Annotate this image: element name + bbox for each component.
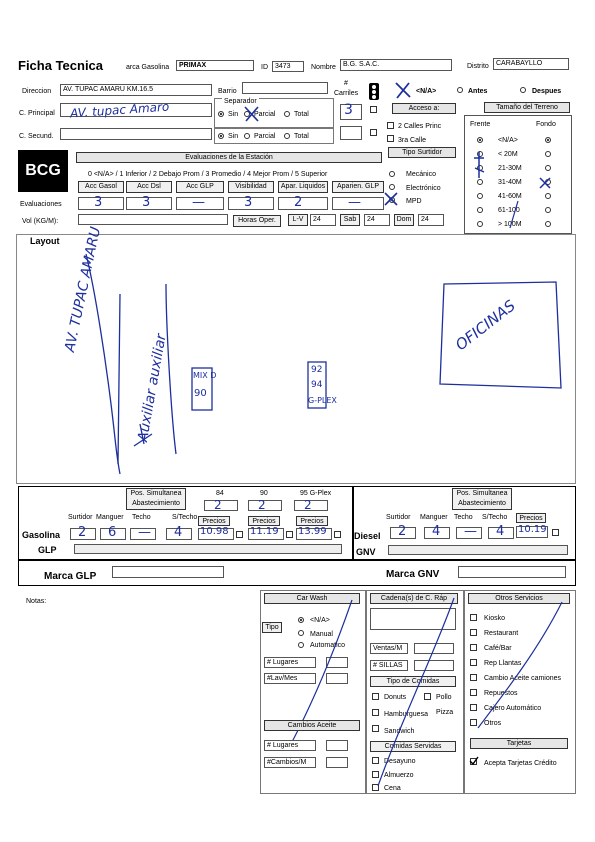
- marca-glp-field[interactable]: [112, 566, 224, 578]
- terreno-option-label: 31-40M: [498, 179, 522, 186]
- cambios-cambios-field[interactable]: [326, 757, 348, 768]
- acceso-2calles-label: 2 Calles Princ: [398, 123, 442, 130]
- gas-precio-check[interactable]: [334, 531, 341, 538]
- evaluaciones-header: Evaluaciones de la Estación: [76, 152, 382, 163]
- gnv-label: GNV: [356, 547, 376, 557]
- marca-gnv-field[interactable]: [458, 566, 566, 578]
- eval-header: Visibilidad: [228, 181, 274, 193]
- eval-header: Acc Dsl: [126, 181, 172, 193]
- pizza-label: Pizza: [436, 709, 454, 716]
- frente-radio[interactable]: [477, 193, 483, 199]
- vol-label: Vol (KG/M):: [22, 218, 59, 225]
- carriles-check-1[interactable]: [370, 106, 377, 113]
- sillas-label: # SILLAS: [370, 660, 408, 671]
- diesel-col-header: S/Techo: [482, 514, 508, 521]
- cambios-lugares-field[interactable]: [326, 740, 348, 751]
- surtidor-electronico-label: Electrónico: [406, 185, 441, 192]
- id-field[interactable]: 3473: [272, 61, 304, 72]
- gas-handwritten-value: 6: [108, 525, 117, 540]
- frente-radio[interactable]: [477, 207, 483, 213]
- grade-90-label: 90: [260, 490, 268, 497]
- diesel-handwritten-value: —: [464, 524, 477, 539]
- marca-label: arca Gasolina: [126, 64, 170, 71]
- layout-oficinas-label: OFICINAS: [452, 296, 519, 355]
- gas-col-header: Techo: [132, 514, 151, 521]
- sep2-total-label: Total: [294, 133, 309, 140]
- fondo-radio[interactable]: [545, 137, 551, 143]
- diesel-label: Diesel: [354, 531, 381, 541]
- diesel-col-header: Manguer: [420, 514, 448, 521]
- pump-92-label: 92: [311, 365, 323, 375]
- barrio-field[interactable]: [242, 82, 328, 94]
- tarjetas-header: Tarjetas: [470, 738, 568, 749]
- ventas-label: Ventas/M: [370, 643, 408, 654]
- eval-handwritten-value: —: [192, 195, 205, 210]
- cambios-cambios-label: #Cambios/M: [264, 757, 316, 768]
- glp-row-field[interactable]: [74, 544, 342, 554]
- carwash-na-label: <N/A>: [310, 617, 330, 624]
- carriles-handwriting: 3: [344, 102, 353, 118]
- otros-item-label: Repuestos: [484, 690, 518, 697]
- carwash-manual-label: Manual: [310, 631, 333, 638]
- otros-item-label: Restaurant: [484, 630, 519, 637]
- terreno-option-label: <N/A>: [498, 137, 518, 144]
- cambios-header: Cambios Aceite: [264, 720, 360, 731]
- eval-header: Apar. Liquidos: [278, 181, 328, 193]
- timing-antes-label: Antes: [468, 88, 488, 95]
- carwash-tipo-label: Tipo: [262, 622, 282, 633]
- otros-item-label: Cambio Aceite camiones: [484, 675, 562, 682]
- evaluaciones-row-label: Evaluaciones: [20, 201, 62, 208]
- gas-precio-check[interactable]: [286, 531, 293, 538]
- eval-handwritten-value: 3: [94, 195, 103, 210]
- acceso-2calles-check[interactable]: [387, 122, 394, 129]
- layout-sketch: [16, 234, 574, 482]
- fondo-handmark-x: [538, 176, 552, 190]
- sep1-sin-radio[interactable]: [218, 111, 224, 117]
- comidas-header: Tipo de Comidas: [370, 676, 456, 687]
- gasolina-label: Gasolina: [22, 530, 61, 540]
- tarjetas-label: Acepta Tarjetas Crédito: [484, 760, 557, 767]
- diesel-col-header: Surtidor: [386, 514, 411, 521]
- fondo-radio[interactable]: [545, 207, 551, 213]
- grade-handwritten-value: 2: [258, 498, 266, 512]
- surtidor-mecanico-label: Mecánico: [406, 171, 436, 178]
- cena-label: Cena: [384, 785, 401, 792]
- gas-precios-header: Precios: [296, 516, 328, 526]
- secund-label: C. Secund.: [19, 133, 54, 140]
- diesel-handwritten-value: 4: [432, 524, 441, 539]
- grade-84-label: 84: [216, 490, 224, 497]
- grade-95-label: 95 G-Plex: [300, 490, 332, 497]
- marca-glp-label: Marca GLP: [44, 571, 97, 582]
- otros-item-label: Otros: [484, 720, 502, 727]
- fondo-radio[interactable]: [545, 151, 551, 157]
- glp-label: GLP: [38, 545, 57, 555]
- gas-precios-header: Precios: [198, 516, 230, 526]
- diesel-precio-check[interactable]: [552, 529, 559, 536]
- layout-auxiliar-label: Auxiliar auxiliar: [135, 332, 170, 443]
- carriles-label: Carriles: [334, 90, 359, 97]
- distrito-field[interactable]: CARABAYLLO: [493, 58, 569, 70]
- surtidor-header: Tipo Surtidor: [388, 147, 456, 158]
- frente-radio[interactable]: [477, 221, 483, 227]
- gas-col-header: Surtidor: [68, 514, 93, 521]
- gas-handwritten-value: —: [138, 525, 151, 540]
- fondo-radio[interactable]: [545, 221, 551, 227]
- carwash-header: Car Wash: [264, 593, 360, 604]
- direccion-label: Direccion: [22, 88, 52, 95]
- acceso-header: Acceso a:: [392, 103, 456, 114]
- lv-label: L-V: [288, 214, 308, 226]
- horas-oper-button[interactable]: Horas Oper.: [233, 215, 281, 227]
- sep2-sin-label: Sin: [228, 133, 239, 140]
- otros-item-label: Café/Bar: [484, 645, 512, 652]
- diesel-precio-value: 10.19: [518, 524, 547, 535]
- marca-gnv-label: Marca GNV: [386, 569, 440, 580]
- sep2-parcial-radio[interactable]: [244, 133, 250, 139]
- frente-radio[interactable]: [477, 137, 483, 143]
- pump-90-label: 90: [194, 388, 207, 399]
- eval-field[interactable]: [278, 197, 328, 210]
- layout-title: Layout: [30, 236, 60, 246]
- diesel-precios-header: Precios: [516, 513, 546, 523]
- tarjetas-checkmark-icon: [468, 755, 480, 767]
- principal-label: C. Principal: [19, 110, 55, 117]
- timing-despues-label: Despues: [532, 88, 562, 95]
- cadena-handmark-line: [374, 594, 458, 790]
- timing-na-label: <N/A>: [416, 88, 437, 95]
- distrito-label: Distrito: [467, 63, 489, 70]
- gas-precio-check[interactable]: [236, 531, 243, 538]
- cambios-lugares-label: # Lugares: [264, 740, 316, 751]
- pump-gplex-label: G-PLEX: [308, 396, 337, 405]
- timing-despues-radio[interactable]: [520, 87, 526, 93]
- sab-field[interactable]: 24: [364, 214, 390, 226]
- grade-handwritten-value: 2: [304, 498, 312, 512]
- pump-mix-label: MIX D: [193, 371, 217, 380]
- carwash-lavmes-label: #Lav/Mes: [264, 673, 316, 684]
- gas-precio-value: 10.98: [200, 526, 229, 537]
- eval-handwritten-value: —: [348, 195, 361, 210]
- sab-label: Sab: [340, 214, 360, 226]
- fondo-radio[interactable]: [545, 193, 551, 199]
- timing-antes-radio[interactable]: [457, 87, 463, 93]
- sep1-total-label: Total: [294, 111, 309, 118]
- gas-precio-value: 13.99: [298, 526, 327, 537]
- carriles-field-2[interactable]: [340, 126, 362, 140]
- sep2-total-radio[interactable]: [284, 133, 290, 139]
- desayuno-label: Desayuno: [384, 758, 416, 765]
- terreno-header: Tamaño del Terreno: [484, 102, 570, 113]
- bcg-logo: BCG: [18, 150, 68, 192]
- diesel-pos-simultanea: Pos. Simultanea Abastecimiento: [452, 488, 512, 510]
- mpd-handmark-x: [382, 190, 400, 208]
- fondo-radio[interactable]: [545, 165, 551, 171]
- terreno-option-label: 61-100: [498, 207, 520, 214]
- eval-handwritten-value: 3: [142, 195, 151, 210]
- terreno-option-label: < 20M: [498, 151, 518, 158]
- eval-header: Acc Gasol: [78, 181, 124, 193]
- marca-field[interactable]: PRIMAX: [176, 60, 254, 71]
- gas-pos-simultanea: Pos. Simultanea Abastecimiento: [126, 488, 186, 510]
- barrio-label: Barrio: [218, 88, 237, 95]
- cadena-header: Cadena(s) de C. Ráp: [370, 593, 458, 604]
- eval-header: Acc GLP: [176, 181, 224, 193]
- carwash-lugares-label: # Lugares: [264, 657, 316, 668]
- sandwich-label: Sandwich: [384, 728, 415, 735]
- eval-handwritten-value: 3: [244, 195, 253, 210]
- gas-handwritten-value: 4: [174, 525, 183, 540]
- diesel-handwritten-value: 4: [496, 524, 505, 539]
- evaluaciones-scale: 0 <N/A> / 1 Inferior / 2 Debajo Prom / 3 Promedio / 4 Mejor Prom / 5 Superior: [88, 171, 328, 178]
- sep2-parcial-label: Parcial: [254, 133, 276, 140]
- grade-handwritten-value: 2: [214, 498, 222, 512]
- sep1-sin-label: Sin: [228, 111, 239, 118]
- principal-handwriting: AV. tupac Amaro: [69, 99, 170, 121]
- traffic-light-icon: [366, 82, 382, 102]
- otros-handmark-line: [470, 596, 570, 732]
- almuerzo-label: Almuerzo: [384, 772, 414, 779]
- carriles-check-2[interactable]: [370, 129, 377, 136]
- secund-field[interactable]: [60, 128, 212, 140]
- acceso-3ra-check[interactable]: [387, 135, 394, 142]
- terreno-frente-label: Frente: [470, 121, 491, 128]
- na-handmark-x: [392, 80, 414, 100]
- carriles-hash: #: [344, 80, 348, 87]
- terreno-option-label: > 100M: [498, 221, 522, 228]
- layout-street-label: AV. TUPAC AMARU: [62, 225, 105, 354]
- carwash-auto-label: Automatico: [310, 642, 346, 649]
- gnv-row-field[interactable]: [388, 545, 568, 555]
- gas-col-header: Manguer: [96, 514, 124, 521]
- otros-item-label: Cajero Automático: [484, 705, 542, 712]
- otros-item-label: Kiosko: [484, 615, 506, 622]
- sep1-total-radio[interactable]: [284, 111, 290, 117]
- dom-label: Dom: [394, 214, 414, 226]
- donuts-label: Donuts: [384, 694, 407, 701]
- terreno-option-label: 41-60M: [498, 193, 522, 200]
- gas-precio-value: 11.19: [250, 526, 279, 537]
- gas-col-header: S/Techo: [172, 514, 198, 521]
- gas-handwritten-value: 2: [78, 525, 87, 540]
- gas-precios-header: Precios: [248, 516, 280, 526]
- direccion-field[interactable]: AV. TUPAC AMARU KM.16.5: [60, 84, 212, 96]
- sep2-sin-radio[interactable]: [218, 133, 224, 139]
- surtidor-mpd-label: MPD: [406, 198, 422, 205]
- lv-field[interactable]: 24: [310, 214, 336, 226]
- eval-handwritten-value: 2: [294, 195, 303, 210]
- otros-header: Otros Servicios: [468, 593, 570, 604]
- terreno-fondo-label: Fondo: [536, 121, 556, 128]
- pump-94-label: 94: [311, 380, 323, 390]
- terreno-handmark: [506, 200, 522, 230]
- separador-label: Separador: [224, 98, 257, 105]
- id-label: ID: [261, 64, 268, 71]
- vol-field[interactable]: [78, 214, 228, 225]
- acceso-3ra-label: 3ra Calle: [398, 137, 427, 144]
- diesel-handwritten-value: 2: [398, 524, 407, 539]
- otros-item-label: Rep Llantas: [484, 660, 522, 667]
- sep1-parcial-label: Parcial: [254, 111, 276, 118]
- form-title: Ficha Tecnica: [18, 58, 104, 73]
- surtidor-mecanico-radio[interactable]: [389, 171, 395, 177]
- eval-header: Aparien. GLP: [332, 181, 384, 193]
- sep1-handmark-x: [242, 104, 262, 124]
- pollo-label: Pollo: [436, 694, 452, 701]
- dom-field[interactable]: 24: [418, 214, 444, 226]
- servidas-header: Comidas Servidas: [370, 741, 456, 752]
- terreno-option-label: 21-30M: [498, 165, 522, 172]
- diesel-col-header: Techo: [454, 514, 473, 521]
- nombre-label: Nombre: [311, 64, 336, 71]
- hamburguesa-label: Hamburguesa: [384, 711, 428, 718]
- nombre-field[interactable]: B.G. S.A.C.: [340, 59, 452, 71]
- notas-label: Notas:: [26, 598, 47, 605]
- frente-handmark: [472, 150, 486, 180]
